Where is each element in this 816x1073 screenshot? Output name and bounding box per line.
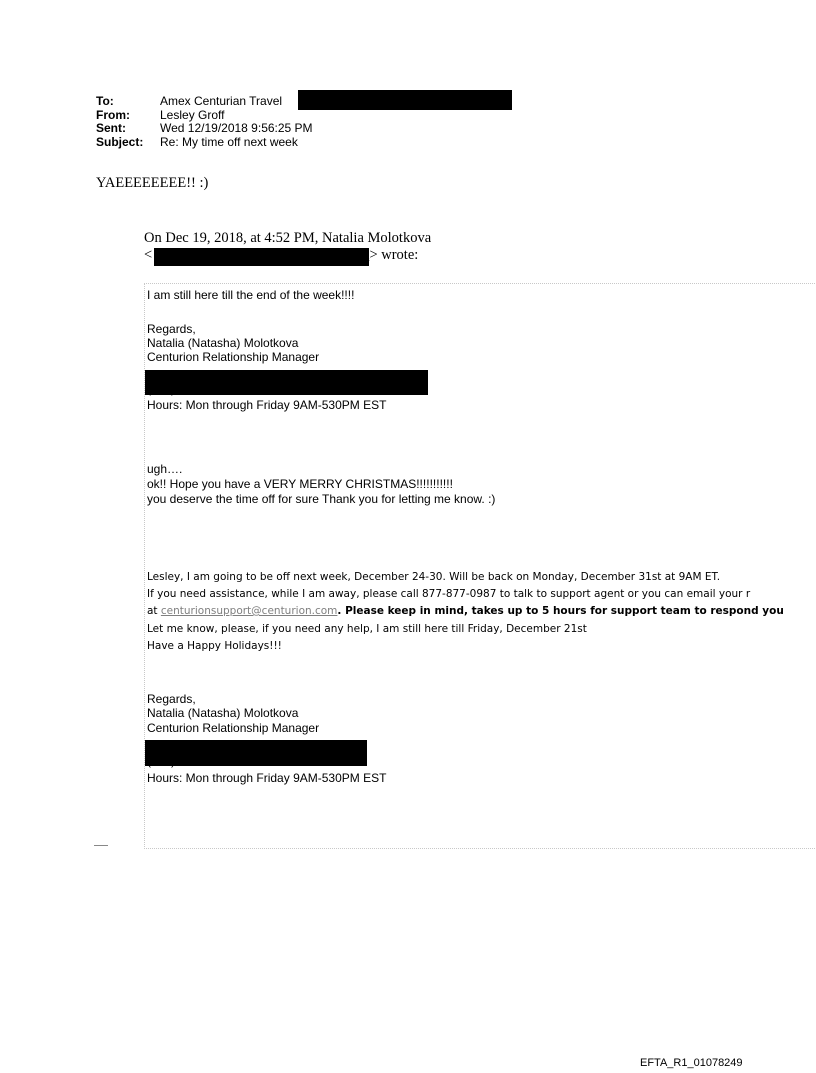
msg2-line2: ok!! Hope you have a VERY MERRY CHRISTMAS!!!!!!!!!!! <box>147 477 453 491</box>
msg3-line2: If you need assistance, while I am away, please call 877-877-0987 to talk to support agent or you can email your r <box>147 588 751 600</box>
from-value: Lesley Groff <box>160 107 225 122</box>
msg3-line1: Lesley, I am going to be off next week, December 24-30. Will be back on Monday, December 31st at 9AM ET. <box>147 571 721 583</box>
redaction-bar-signature1 <box>145 370 428 395</box>
msg3-line4: Let me know, please, if you need any help, I am still here till Friday, December 21st <box>147 623 587 635</box>
msg1-title: Centurion Relationship Manager <box>147 350 320 364</box>
msg1-name: Natalia (Natasha) Molotkova <box>147 336 299 350</box>
sent-label: Sent: <box>96 121 126 135</box>
redaction-bar-recipient <box>298 90 512 110</box>
to-value: Amex Centurian Travel <box>160 94 283 108</box>
document-id: EFTA_R1_01078249 <box>640 1057 743 1069</box>
page-mark <box>94 845 108 846</box>
from-row <box>96 109 313 123</box>
to-row <box>96 95 313 109</box>
sig2-hours: Hours: Mon through Friday 9AM-530PM EST <box>147 771 387 785</box>
sig2-title: Centurion Relationship Manager <box>147 721 320 735</box>
msg1-hours: Hours: Mon through Friday 9AM-530PM EST <box>147 398 387 412</box>
sig2-regards: Regards, <box>147 692 196 706</box>
msg1-line1: I am still here till the end of the week!!!! <box>147 288 355 302</box>
subject-label: Subject: <box>96 134 144 149</box>
quote-intro-line1: On Dec 19, 2018, at 4:52 PM, Natalia Molotkova <box>144 230 432 246</box>
subject-value: Re: My time off next week <box>160 134 298 149</box>
email-header <box>96 95 313 149</box>
msg3-line3 <box>147 604 784 619</box>
sent-row <box>96 122 313 136</box>
from-label: From: <box>96 107 130 122</box>
msg1-regards: Regards, <box>147 322 196 336</box>
quote-wrote: > wrote: <box>369 247 419 263</box>
msg2-line3: you deserve the time off for sure Thank you for letting me know. :) <box>147 492 496 506</box>
subject-row <box>96 136 313 150</box>
sig2-name: Natalia (Natasha) Molotkova <box>147 706 299 720</box>
to-label: To: <box>96 94 114 108</box>
msg3-line5: Have a Happy Holidays!!! <box>147 640 282 652</box>
msg3-line3-bold: . Please keep in mind, takes up to 5 hours for support team to respond you <box>337 605 784 617</box>
redaction-bar-signature2 <box>145 740 367 766</box>
msg3-line3-pre: at <box>147 605 161 617</box>
reply-text: YAEEEEEEEE!! :) <box>96 175 209 191</box>
support-email-link[interactable]: centurionsupport@centurion.com <box>160 605 338 617</box>
sent-value: Wed 12/19/2018 9:56:25 PM <box>160 121 313 135</box>
quote-open-bracket: < <box>144 247 153 263</box>
msg2-line1: ugh…. <box>147 462 183 476</box>
redaction-bar-email <box>154 248 369 266</box>
